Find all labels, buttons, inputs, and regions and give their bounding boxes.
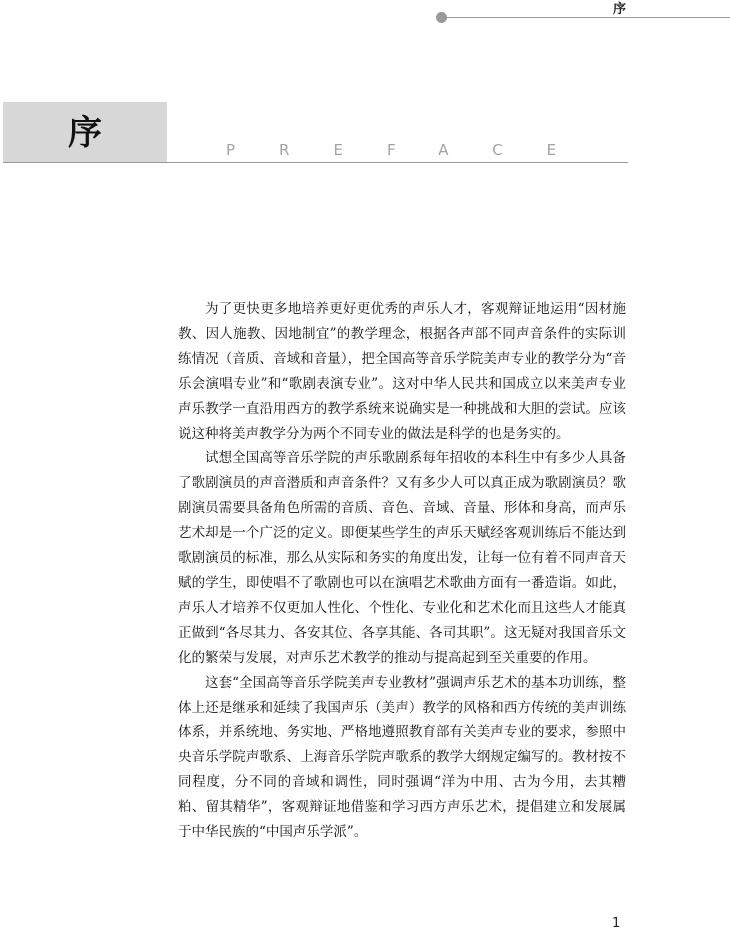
paragraph: 为了更快更多地培养更好更优秀的声乐人才，客观辩证地运用“因材施教、因人施教、因地制宜”的教学理念，根据各声部不同声音条件的实际训练情况（音质、音域和音量），把全国高等音乐学院美声专业的教学分为“音乐会演唱专业”和“歌剧表演专业”。这对中华人民共和国成立以来美声专业声乐教学一直沿用西方的教学系统来说确实是一种挑战和大胆的尝试。应该说这种将美声教学分为两个不同专业的做法是科学的也是务实的。: [178, 301, 626, 442]
page-number: 1: [612, 916, 621, 931]
chapter-title: 序: [68, 113, 102, 153]
paragraph: 试想全国高等音乐学院的声乐歌剧系每年招收的本科生中有多少人具备了歌剧演员的声音潜质和声音条件？又有多少人可以真正成为歌剧演员？歌剧演员需要具备角色所需的音质、音色、音域、音量、形体和身高，而声乐艺术却是一个广泛的定义。即便某些学生的声乐天赋经客观训练后不能达到歌剧演员的标准，那么从实际和务实的角度出发，让每一位有着不同声音天赋的学生，即使唱不了歌剧也可以在演唱艺术歌曲方面有一番造诣。如此，声乐人才培养不仅更加人性化、个性化、专业化和艺术化而且这些人才能真正做到“各尽其力、各安其位、各享其能、各司其职”。这无疑对我国音乐文化的繁荣与发展，对声乐艺术教学的推动与提高起到至关重要的作用。: [178, 450, 626, 666]
running-header: [436, 2, 730, 25]
chapter-english-title: PREFACE: [226, 141, 601, 159]
running-header-title: 序: [613, 2, 627, 17]
header-dot-ornament: [436, 12, 447, 23]
paragraph: 这套“全国高等音乐学院美声专业教材”强调声乐艺术的基本功训练，整体上还是继承和延续了我国声乐（美声）教学的风格和西方传统的美声训练体系，并系统地、务实地、严格地遵照教育部有关美声专业的要求，参照中央音乐学院声歌系、上海音乐学院声歌系的教学大纲规定编写的。教材按不同程度，分不同的音域和调性，同时强调“洋为中用、古为今用，去其糟粕、留其精华”，客观辩证地借鉴和学习西方声乐艺术，提倡建立和发展属于中华民族的“中国声乐学派”。: [178, 674, 626, 841]
header-rule: [447, 17, 730, 18]
preface-body: [178, 297, 626, 845]
chapter-rule: [3, 162, 628, 163]
